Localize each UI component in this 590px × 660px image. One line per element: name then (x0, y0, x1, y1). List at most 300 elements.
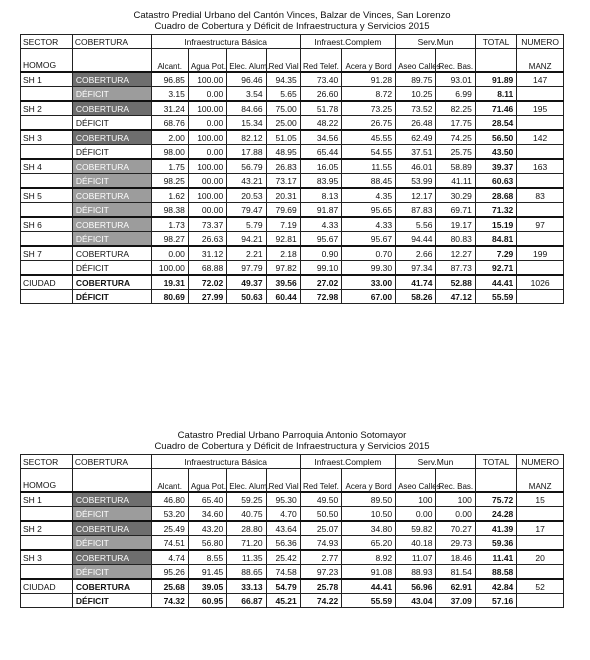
value-cell: 2.21 (227, 246, 266, 261)
serv-mun-header: Serv.Mun (396, 455, 476, 469)
value-cell: 47.12 (436, 290, 475, 304)
value-cell: 34.56 (300, 130, 341, 145)
category-cell: DÉFICIT (72, 290, 151, 304)
value-cell: 56.80 (188, 536, 226, 551)
sector-header: SECTOR (21, 455, 73, 469)
sector-cell: SH 7 (21, 246, 73, 261)
sub-header: Alcant. (151, 469, 188, 493)
category-cell: COBERTURA (72, 579, 151, 594)
value-cell: 88.93 (396, 565, 436, 580)
sub-header: Rec. Bas. (436, 469, 475, 493)
total-cell: 88.58 (475, 565, 516, 580)
table-row (21, 101, 564, 116)
blank-header (475, 469, 516, 493)
manz-cell (517, 116, 564, 131)
value-cell: 67.00 (342, 290, 396, 304)
value-cell: 54.79 (266, 579, 300, 594)
value-cell: 17.75 (436, 116, 475, 131)
value-cell: 8.13 (300, 188, 341, 203)
manz-cell (517, 261, 564, 276)
total-header: TOTAL (475, 35, 516, 49)
table-row (21, 565, 564, 580)
value-cell: 26.83 (266, 159, 300, 174)
value-cell: 10.25 (396, 87, 436, 102)
value-cell: 75.00 (266, 101, 300, 116)
value-cell: 91.45 (188, 565, 226, 580)
cobertura-header: COBERTURA (72, 35, 151, 49)
table-row (21, 188, 564, 203)
category-cell: DÉFICIT (72, 174, 151, 189)
value-cell: 26.75 (342, 116, 396, 131)
sub-header: Agua Pot. (188, 469, 226, 493)
category-cell: DÉFICIT (72, 145, 151, 160)
value-cell: 34.80 (342, 521, 396, 536)
value-cell: 44.41 (342, 579, 396, 594)
sub-header: Rec. Bas. (436, 49, 475, 73)
value-cell: 97.34 (396, 261, 436, 276)
table-row (21, 145, 564, 160)
value-cell: 62.49 (396, 130, 436, 145)
value-cell: 40.18 (396, 536, 436, 551)
sector-header: SECTOR (21, 35, 73, 49)
sub-header: Aseo Calles (396, 49, 436, 73)
value-cell: 60.95 (188, 594, 226, 608)
value-cell: 25.75 (436, 145, 475, 160)
table-row (21, 550, 564, 565)
value-cell: 1.73 (151, 217, 188, 232)
value-cell: 45.55 (342, 130, 396, 145)
value-cell: 100 (396, 492, 436, 507)
value-cell: 45.21 (266, 594, 300, 608)
value-cell: 2.77 (300, 550, 341, 565)
infra-basica-header: Infraestructura Básica (151, 455, 300, 469)
value-cell: 53.20 (151, 507, 188, 522)
table2-title: Catastro Predial Urbano Parroquia Antonio Sotomayor (177, 430, 407, 441)
value-cell: 84.66 (227, 101, 266, 116)
category-cell: COBERTURA (72, 217, 151, 232)
value-cell: 00.00 (188, 203, 226, 218)
value-cell: 5.65 (266, 87, 300, 102)
value-cell: 73.25 (342, 101, 396, 116)
value-cell: 5.56 (396, 217, 436, 232)
value-cell: 73.37 (188, 217, 226, 232)
sub-header: Red Telef. (300, 49, 341, 73)
serv-mun-header: Serv.Mun (396, 35, 476, 49)
table2-subheader-row (21, 469, 564, 493)
sector-cell (21, 290, 73, 304)
value-cell: 95.30 (266, 492, 300, 507)
value-cell: 0.00 (188, 87, 226, 102)
value-cell: 100.00 (188, 188, 226, 203)
value-cell: 87.73 (436, 261, 475, 276)
value-cell: 70.27 (436, 521, 475, 536)
value-cell: 2.66 (396, 246, 436, 261)
value-cell: 27.99 (188, 290, 226, 304)
manz-cell: 17 (517, 521, 564, 536)
total-cell: 8.11 (475, 87, 516, 102)
manz-cell: 15 (517, 492, 564, 507)
value-cell: 0.00 (396, 507, 436, 522)
value-cell: 98.38 (151, 203, 188, 218)
value-cell: 82.12 (227, 130, 266, 145)
total-cell: 75.72 (475, 492, 516, 507)
value-cell: 46.01 (396, 159, 436, 174)
value-cell: 39.56 (266, 275, 300, 290)
value-cell: 0.00 (188, 145, 226, 160)
sector-cell (21, 536, 73, 551)
value-cell: 49.50 (300, 492, 341, 507)
value-cell: 74.58 (266, 565, 300, 580)
value-cell: 74.51 (151, 536, 188, 551)
manz-cell (517, 507, 564, 522)
value-cell: 4.33 (300, 217, 341, 232)
value-cell: 65.44 (300, 145, 341, 160)
value-cell: 26.48 (396, 116, 436, 131)
value-cell: 11.55 (342, 159, 396, 174)
sector-cell: SH 1 (21, 492, 73, 507)
value-cell: 19.17 (436, 217, 475, 232)
infra-complem-header: Infraest.Complem (300, 455, 395, 469)
manz-cell: 199 (517, 246, 564, 261)
category-cell: COBERTURA (72, 159, 151, 174)
value-cell: 73.52 (396, 101, 436, 116)
category-cell: COBERTURA (72, 550, 151, 565)
value-cell: 1.75 (151, 159, 188, 174)
value-cell: 87.83 (396, 203, 436, 218)
value-cell: 68.88 (188, 261, 226, 276)
value-cell: 96.85 (151, 72, 188, 87)
sector-cell (21, 174, 73, 189)
value-cell: 55.59 (342, 594, 396, 608)
value-cell: 68.76 (151, 116, 188, 131)
value-cell: 97.79 (227, 261, 266, 276)
value-cell: 97.23 (300, 565, 341, 580)
total-cell: 59.36 (475, 536, 516, 551)
value-cell: 93.01 (436, 72, 475, 87)
manz-cell: 52 (517, 579, 564, 594)
homog-header: HOMOG (21, 469, 73, 493)
value-cell: 51.78 (300, 101, 341, 116)
value-cell: 2.18 (266, 246, 300, 261)
sector-cell (21, 565, 73, 580)
table1 (20, 34, 564, 304)
value-cell: 56.96 (396, 579, 436, 594)
value-cell: 74.32 (151, 594, 188, 608)
value-cell: 3.54 (227, 87, 266, 102)
total-cell: 92.71 (475, 261, 516, 276)
value-cell: 100.00 (188, 159, 226, 174)
table2-header-row (21, 455, 564, 469)
table1-title: Catastro Predial Urbano del Cantón Vinces, Balzar de Vinces, San Lorenzo (133, 10, 451, 21)
numero-header: NUMERO (517, 455, 564, 469)
infra-complem-header: Infraest.Complem (300, 35, 395, 49)
value-cell: 41.74 (396, 275, 436, 290)
sector-cell (21, 145, 73, 160)
value-cell: 0.70 (342, 246, 396, 261)
table-row (21, 507, 564, 522)
sector-cell (21, 87, 73, 102)
value-cell: 43.64 (266, 521, 300, 536)
manz-cell: 147 (517, 72, 564, 87)
value-cell: 58.89 (436, 159, 475, 174)
sub-header: Elec. Alum. (227, 469, 266, 493)
value-cell: 59.25 (227, 492, 266, 507)
total-header: TOTAL (475, 455, 516, 469)
sector-cell: CIUDAD (21, 275, 73, 290)
value-cell: 25.78 (300, 579, 341, 594)
value-cell: 91.28 (342, 72, 396, 87)
value-cell: 30.29 (436, 188, 475, 203)
value-cell: 100.00 (188, 130, 226, 145)
category-cell: DÉFICIT (72, 116, 151, 131)
value-cell: 5.79 (227, 217, 266, 232)
category-cell: DÉFICIT (72, 565, 151, 580)
category-cell: COBERTURA (72, 72, 151, 87)
value-cell: 25.42 (266, 550, 300, 565)
category-cell: COBERTURA (72, 275, 151, 290)
sector-cell: SH 5 (21, 188, 73, 203)
value-cell: 43.04 (396, 594, 436, 608)
table-row (21, 579, 564, 594)
sub-header: Acera y Bord (342, 49, 396, 73)
value-cell: 10.50 (342, 507, 396, 522)
numero-header: NUMERO (517, 35, 564, 49)
category-cell: COBERTURA (72, 188, 151, 203)
manz-cell (517, 594, 564, 608)
table1-block (20, 10, 564, 304)
value-cell: 99.30 (342, 261, 396, 276)
value-cell: 100 (436, 492, 475, 507)
value-cell: 48.22 (300, 116, 341, 131)
value-cell: 95.65 (342, 203, 396, 218)
category-cell: COBERTURA (72, 101, 151, 116)
value-cell: 33.00 (342, 275, 396, 290)
table-row (21, 594, 564, 608)
table-row (21, 261, 564, 276)
value-cell: 25.00 (266, 116, 300, 131)
value-cell: 8.92 (342, 550, 396, 565)
table1-header-row (21, 35, 564, 49)
value-cell: 20.31 (266, 188, 300, 203)
value-cell: 91.08 (342, 565, 396, 580)
value-cell: 58.26 (396, 290, 436, 304)
value-cell: 16.05 (300, 159, 341, 174)
infra-basica-header: Infraestructura Básica (151, 35, 300, 49)
value-cell: 34.60 (188, 507, 226, 522)
value-cell: 00.00 (188, 174, 226, 189)
blank-header (72, 49, 151, 73)
manz-cell (517, 174, 564, 189)
value-cell: 31.24 (151, 101, 188, 116)
table-row (21, 116, 564, 131)
value-cell: 19.31 (151, 275, 188, 290)
manz-cell: 20 (517, 550, 564, 565)
manz-cell: 163 (517, 159, 564, 174)
total-cell: 11.41 (475, 550, 516, 565)
total-cell: 84.81 (475, 232, 516, 247)
value-cell: 50.63 (227, 290, 266, 304)
total-cell: 7.29 (475, 246, 516, 261)
sector-cell: SH 1 (21, 72, 73, 87)
value-cell: 73.17 (266, 174, 300, 189)
value-cell: 25.68 (151, 579, 188, 594)
blank-header (72, 469, 151, 493)
manz-cell: 97 (517, 217, 564, 232)
value-cell: 43.21 (227, 174, 266, 189)
table-row (21, 130, 564, 145)
sector-cell (21, 232, 73, 247)
value-cell: 8.72 (342, 87, 396, 102)
category-cell: COBERTURA (72, 521, 151, 536)
sub-header: Acera y Bord (342, 469, 396, 493)
sector-cell: CIUDAD (21, 579, 73, 594)
sector-cell (21, 594, 73, 608)
value-cell: 99.10 (300, 261, 341, 276)
value-cell: 43.20 (188, 521, 226, 536)
value-cell: 71.20 (227, 536, 266, 551)
value-cell: 79.69 (266, 203, 300, 218)
value-cell: 72.02 (188, 275, 226, 290)
table-row (21, 87, 564, 102)
value-cell: 25.49 (151, 521, 188, 536)
sub-header: Alcant. (151, 49, 188, 73)
value-cell: 73.40 (300, 72, 341, 87)
sector-cell (21, 116, 73, 131)
category-cell: COBERTURA (72, 492, 151, 507)
value-cell: 1.62 (151, 188, 188, 203)
value-cell: 95.67 (342, 232, 396, 247)
value-cell: 98.00 (151, 145, 188, 160)
value-cell: 95.26 (151, 565, 188, 580)
value-cell: 52.88 (436, 275, 475, 290)
value-cell: 15.34 (227, 116, 266, 131)
total-cell: 15.19 (475, 217, 516, 232)
value-cell: 98.25 (151, 174, 188, 189)
value-cell: 4.35 (342, 188, 396, 203)
sub-header: Elec. Alum. (227, 49, 266, 73)
value-cell: 82.25 (436, 101, 475, 116)
value-cell: 74.22 (300, 594, 341, 608)
value-cell: 0.00 (188, 116, 226, 131)
category-cell: DÉFICIT (72, 87, 151, 102)
table-row (21, 536, 564, 551)
table-row (21, 174, 564, 189)
table-row (21, 217, 564, 232)
value-cell: 91.87 (300, 203, 341, 218)
total-cell: 44.41 (475, 275, 516, 290)
value-cell: 37.51 (396, 145, 436, 160)
manz-cell (517, 290, 564, 304)
value-cell: 62.91 (436, 579, 475, 594)
total-cell: 41.39 (475, 521, 516, 536)
manz-cell: 195 (517, 101, 564, 116)
table1-subheader-row (21, 49, 564, 73)
manz-cell: 142 (517, 130, 564, 145)
manz-cell: 83 (517, 188, 564, 203)
total-cell: 60.63 (475, 174, 516, 189)
total-cell: 28.54 (475, 116, 516, 131)
value-cell: 28.80 (227, 521, 266, 536)
value-cell: 8.55 (188, 550, 226, 565)
sub-header: Red Vial (266, 49, 300, 73)
manz-header: MANZ (517, 49, 564, 73)
category-cell: DÉFICIT (72, 536, 151, 551)
value-cell: 80.83 (436, 232, 475, 247)
value-cell: 65.40 (188, 492, 226, 507)
value-cell: 26.60 (300, 87, 341, 102)
value-cell: 46.80 (151, 492, 188, 507)
total-cell: 91.89 (475, 72, 516, 87)
manz-cell (517, 87, 564, 102)
sub-header: Red Telef. (300, 469, 341, 493)
value-cell: 26.63 (188, 232, 226, 247)
value-cell: 17.88 (227, 145, 266, 160)
table2-subtitle: Cuadro de Cobertura y Déficit de Infraestructura y Servicios 2015 (154, 441, 430, 452)
value-cell: 12.17 (396, 188, 436, 203)
total-cell: 57.16 (475, 594, 516, 608)
value-cell: 50.50 (300, 507, 341, 522)
value-cell: 65.20 (342, 536, 396, 551)
value-cell: 92.81 (266, 232, 300, 247)
value-cell: 27.02 (300, 275, 341, 290)
value-cell: 6.99 (436, 87, 475, 102)
value-cell: 48.95 (266, 145, 300, 160)
category-cell: DÉFICIT (72, 261, 151, 276)
value-cell: 80.69 (151, 290, 188, 304)
value-cell: 0.00 (151, 246, 188, 261)
table1-subtitle: Cuadro de Cobertura y Déficit de Infraestructura y Servicios 2015 (154, 21, 430, 32)
value-cell: 60.44 (266, 290, 300, 304)
sector-cell: SH 3 (21, 130, 73, 145)
value-cell: 4.33 (342, 217, 396, 232)
table-row (21, 72, 564, 87)
category-cell: COBERTURA (72, 130, 151, 145)
value-cell: 59.82 (396, 521, 436, 536)
value-cell: 3.15 (151, 87, 188, 102)
table-row (21, 246, 564, 261)
value-cell: 4.74 (151, 550, 188, 565)
value-cell: 40.75 (227, 507, 266, 522)
manz-cell (517, 145, 564, 160)
value-cell: 56.79 (227, 159, 266, 174)
total-cell: 71.46 (475, 101, 516, 116)
total-cell: 56.50 (475, 130, 516, 145)
sector-cell: SH 2 (21, 521, 73, 536)
value-cell: 39.05 (188, 579, 226, 594)
sector-cell: SH 6 (21, 217, 73, 232)
sector-cell (21, 507, 73, 522)
value-cell: 4.70 (266, 507, 300, 522)
category-cell: DÉFICIT (72, 203, 151, 218)
table-row (21, 275, 564, 290)
value-cell: 11.07 (396, 550, 436, 565)
total-cell: 55.59 (475, 290, 516, 304)
value-cell: 94.35 (266, 72, 300, 87)
total-cell: 71.32 (475, 203, 516, 218)
total-cell: 24.28 (475, 507, 516, 522)
table2-block (20, 430, 564, 608)
value-cell: 97.82 (266, 261, 300, 276)
category-cell: DÉFICIT (72, 232, 151, 247)
sector-cell: SH 2 (21, 101, 73, 116)
value-cell: 74.93 (300, 536, 341, 551)
table-row (21, 521, 564, 536)
value-cell: 54.55 (342, 145, 396, 160)
manz-cell (517, 203, 564, 218)
value-cell: 56.36 (266, 536, 300, 551)
value-cell: 37.09 (436, 594, 475, 608)
manz-cell (517, 536, 564, 551)
